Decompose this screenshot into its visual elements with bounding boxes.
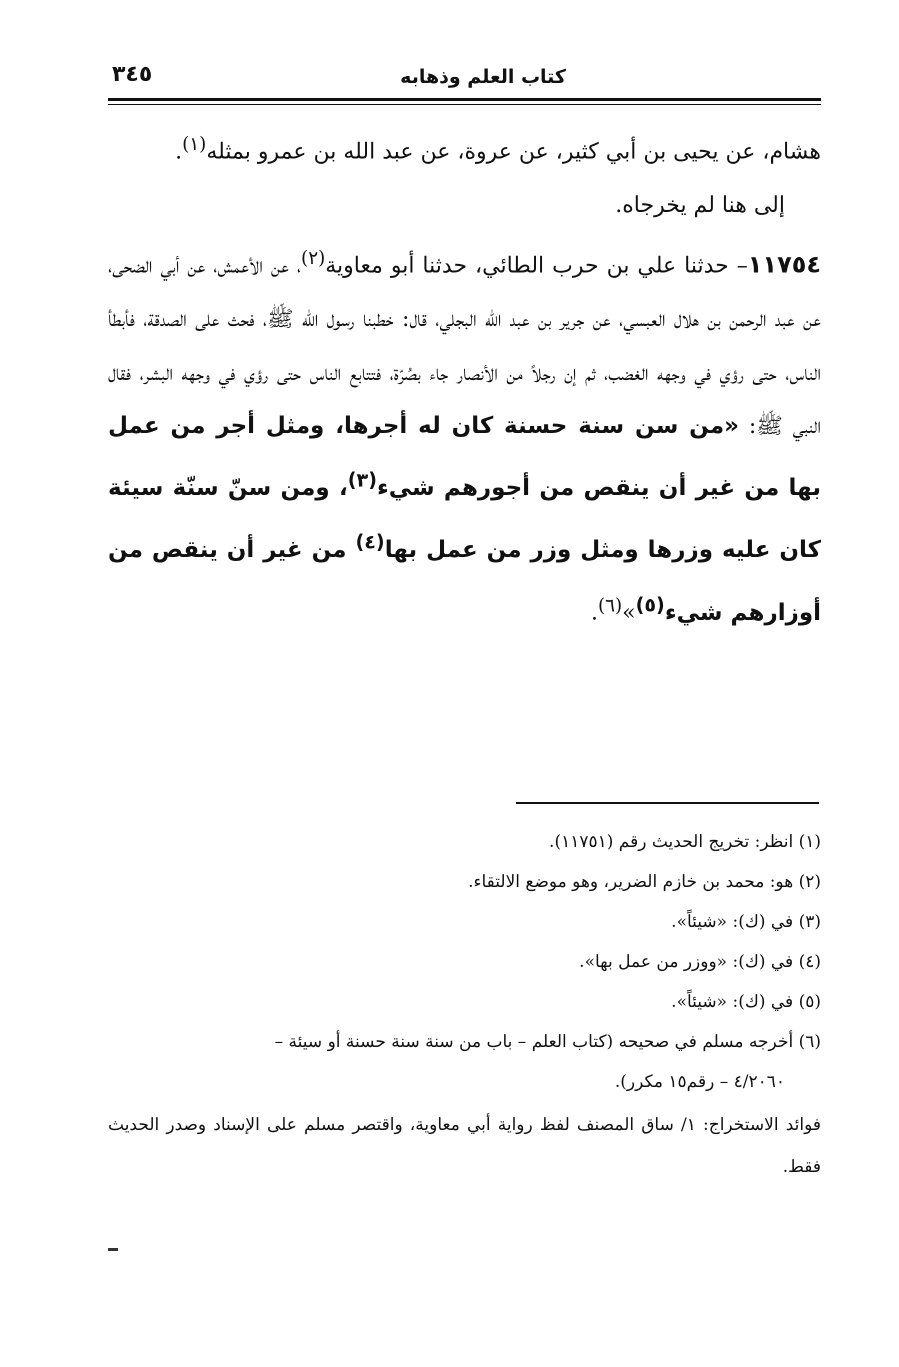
text-line: هشام، عن يحيى بن أبي كثير، عن عروة، عن عبد الله بن عمرو بمثله$^{(١)}$. bbox=[175, 134, 821, 165]
footnote-ref: (١) bbox=[182, 134, 207, 155]
footnote-6: (٦) أخرجه مسلم في صحيحه (كتاب العلم – باب من سنة سنة حسنة أو سيئة – bbox=[274, 1032, 821, 1052]
hadith-number: ١١٧٥٤ bbox=[747, 250, 822, 279]
extraction-note: فوائد الاستخراج: ١/ ساق المصنف لفظ رواية أبي معاوية، واقتصر مسلم على الإسناد وصدر الحديث فقط. bbox=[108, 1115, 821, 1177]
footnote-ref: (٦) bbox=[597, 595, 623, 617]
running-header bbox=[108, 62, 821, 102]
footnote-6-continued: ٤/٢٠٦٠ – رقم١٥ مكرر). bbox=[614, 1072, 785, 1092]
header-rule-thin bbox=[108, 104, 821, 105]
footnotes bbox=[108, 822, 821, 1188]
header-rule-thick bbox=[108, 98, 821, 101]
footnote-5: (٥) في (ك): «شيئاً». bbox=[671, 992, 821, 1012]
text-line: إلى هنا لم يخرجاه. bbox=[615, 192, 785, 218]
footnote-ref: (٢) bbox=[301, 248, 326, 270]
hadith-paragraph: ١١٧٥٤– حدثنا علي بن حرب الطائي، حدثنا أبو معاوية$^{(٢)}$، عن الأعمش، عن أبي الضحى، عن عبد الرحمن بن هلال العبسي، عن جرير بن عبد الله البجلي، قال: خطبنا رسول الله ﷺ، فحث على الصدقة، فأبطأ الناس، حتى رؤي في وجهه الغضب، ثم إن رجلاً من الأنصار جاء بصُرّة، فتتابع الناس حتى رؤي في وجهه البشر، فقال النبي ﷺ: «من سن سنة حسنة كان له أجرها، ومثل أجر من عمل بها من غير أن ينقص من أجورهم شيء$^{(٣)}$، ومن سنّ سنّة سيئة كان عليه وزرها ومثل وزر من عمل بها$^{(٤)}$ من غير أن ينقص من أوزارهم شيء$^{(٥)}$»$^{(٦)}$. bbox=[108, 248, 822, 626]
footnote-1: (١) انظر: تخريج الحديث رقم (١١٧٥١). bbox=[549, 832, 821, 852]
prophetic-saying: «من سن سنة حسنة كان له أجرها، ومثل أجر من عمل بها من غير أن ينقص من أجورهم شيء$^{(٣)}$، ومن سنّ سنّة سيئة كان عليه وزرها ومثل وزر من عمل بها$^{(٤)}$ من غير أن ينقص من أوزارهم شيء$^{(٥)}$ bbox=[108, 413, 822, 626]
footnote-4: (٤) في (ك): «ووزر من عمل بها». bbox=[579, 952, 821, 972]
running-title: كتاب العلم وذهابه bbox=[400, 66, 566, 88]
footnote-3: (٣) في (ك): «شيئاً». bbox=[671, 912, 821, 932]
footnote-separator bbox=[516, 802, 819, 804]
main-text bbox=[108, 118, 821, 640]
page-number: ٣٤٥ bbox=[112, 62, 153, 87]
page-mark bbox=[108, 1248, 118, 1251]
footnote-2: (٢) هو: محمد بن خازم الضرير، وهو موضع الالتقاء. bbox=[468, 872, 821, 892]
